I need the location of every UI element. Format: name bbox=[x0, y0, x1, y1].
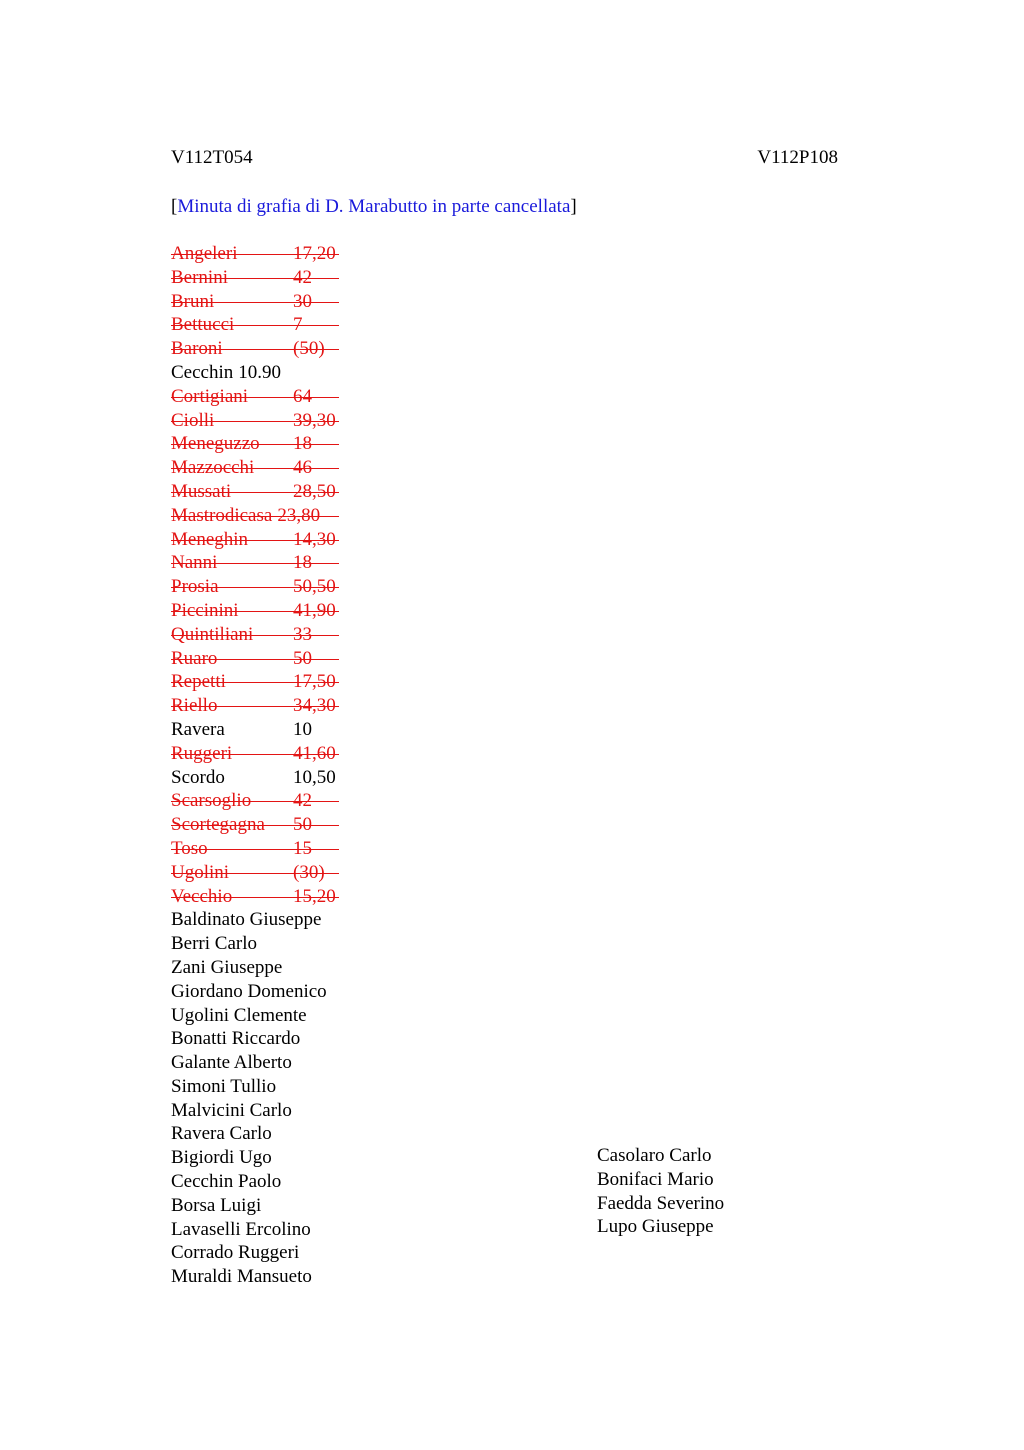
list-item bbox=[171, 932, 591, 956]
strikethrough-line bbox=[171, 349, 339, 350]
entry-name: Mazzocchi bbox=[171, 457, 255, 479]
entry-amount: 15,20 bbox=[293, 885, 336, 907]
list-item bbox=[171, 861, 591, 885]
list-item bbox=[171, 551, 591, 575]
strikethrough-line bbox=[171, 397, 339, 398]
document-code-left: V112T054 bbox=[171, 147, 253, 168]
list-item: Lupo Giuseppe bbox=[597, 1216, 714, 1238]
strikethrough-line bbox=[171, 682, 339, 683]
entry-name: Toso bbox=[171, 837, 208, 859]
entry-name: Baldinato Giuseppe bbox=[171, 909, 322, 931]
list-item bbox=[171, 694, 591, 718]
entry-amount: 18 bbox=[293, 433, 312, 455]
entry-amount: 41,90 bbox=[293, 599, 336, 621]
entry-name: Bernini bbox=[171, 266, 228, 288]
entry-name: Cortigiani bbox=[171, 385, 249, 407]
entry-name: Scortegagna bbox=[171, 814, 265, 836]
name-list bbox=[171, 242, 591, 1289]
entry-amount: 41,60 bbox=[293, 742, 336, 764]
list-item bbox=[171, 361, 591, 385]
list-item bbox=[171, 1075, 591, 1099]
strikethrough-line bbox=[171, 468, 339, 469]
strikethrough-line bbox=[171, 825, 339, 826]
list-item bbox=[171, 885, 591, 909]
entry-amount: 28,50 bbox=[293, 480, 336, 502]
note-bracket-close: ] bbox=[570, 196, 577, 217]
entry-name: Ravera bbox=[171, 718, 225, 740]
entry-amount: 64 bbox=[293, 385, 312, 407]
list-item bbox=[171, 670, 591, 694]
list-item: Bonifaci Mario bbox=[597, 1168, 714, 1190]
entry-name: Zani Giuseppe bbox=[171, 956, 283, 978]
entry-name: Simoni Tullio bbox=[171, 1075, 277, 1097]
entry-amount: 50 bbox=[293, 814, 312, 836]
entry-name: Bigiordi Ugo bbox=[171, 1147, 272, 1169]
list-item bbox=[171, 1265, 591, 1289]
strikethrough-line bbox=[171, 516, 339, 517]
entry-amount: 23,80 bbox=[277, 504, 321, 526]
strikethrough-line bbox=[171, 587, 339, 588]
entry-amount: 50,50 bbox=[293, 576, 336, 598]
entry-name: Galante Alberto bbox=[171, 1052, 292, 1074]
entry-name: Muraldi Mansueto bbox=[171, 1266, 312, 1288]
entry-amount: 10 bbox=[293, 718, 312, 740]
entry-name: Meneghin bbox=[171, 528, 249, 550]
list-item bbox=[171, 1027, 591, 1051]
list-item bbox=[171, 599, 591, 623]
strikethrough-line bbox=[171, 897, 339, 898]
strikethrough-line bbox=[171, 849, 339, 850]
list-item bbox=[171, 718, 591, 742]
entry-name: Mastrodicasa bbox=[171, 504, 273, 526]
strikethrough-line bbox=[171, 611, 339, 612]
list-item bbox=[171, 337, 591, 361]
entry-amount: 34,30 bbox=[293, 695, 336, 717]
entry-name: Ugolini Clemente bbox=[171, 1004, 307, 1026]
list-item bbox=[171, 480, 591, 504]
entry-name: Berri Carlo bbox=[171, 933, 258, 955]
strikethrough-line bbox=[171, 754, 339, 755]
strikethrough-line bbox=[171, 302, 339, 303]
entry-name: Baroni bbox=[171, 338, 223, 360]
list-item bbox=[171, 575, 591, 599]
entry-amount: 7 bbox=[293, 314, 303, 336]
list-item bbox=[171, 1004, 591, 1028]
entry-name: Quintiliani bbox=[171, 623, 254, 645]
entry-name: Borsa Luigi bbox=[171, 1194, 262, 1216]
entry-name: Ruaro bbox=[171, 647, 218, 669]
list-item: Casolaro Carlo bbox=[597, 1145, 712, 1166]
entry-name: Bettucci bbox=[171, 314, 235, 336]
strikethrough-line bbox=[171, 706, 339, 707]
list-item bbox=[171, 1122, 591, 1146]
list-item: Faedda Severino bbox=[597, 1192, 725, 1214]
entry-amount: 10,50 bbox=[293, 766, 336, 788]
entry-amount: 50 bbox=[293, 647, 312, 669]
list-item bbox=[171, 432, 591, 456]
name-list-right bbox=[597, 1144, 724, 1239]
strikethrough-line bbox=[171, 659, 339, 660]
list-item bbox=[171, 766, 591, 790]
entry-name: Giordano Domenico bbox=[171, 980, 327, 1002]
list-item bbox=[171, 980, 591, 1004]
list-item bbox=[171, 313, 591, 337]
list-item bbox=[171, 409, 591, 433]
list-item bbox=[171, 290, 591, 314]
entry-name: Prosia bbox=[171, 576, 219, 598]
list-item bbox=[171, 242, 591, 266]
entry-name: Ravera Carlo bbox=[171, 1123, 272, 1145]
strikethrough-line bbox=[171, 492, 339, 493]
document-code-right: V112P108 bbox=[757, 147, 838, 168]
entry-amount: 15 bbox=[293, 837, 312, 859]
entry-name: Mussati bbox=[171, 480, 232, 502]
list-item bbox=[171, 908, 591, 932]
entry-name: Ugolini bbox=[171, 861, 230, 883]
strikethrough-line bbox=[171, 563, 339, 564]
list-item bbox=[171, 266, 591, 290]
list-item bbox=[171, 456, 591, 480]
entry-amount: 18 bbox=[293, 552, 312, 574]
entry-name: Bruni bbox=[171, 290, 215, 312]
entry-name: Nanni bbox=[171, 552, 218, 574]
entry-name: Malvicini Carlo bbox=[171, 1099, 292, 1121]
list-item bbox=[171, 504, 591, 528]
strikethrough-line bbox=[171, 635, 339, 636]
entry-amount: 10.90 bbox=[238, 361, 282, 383]
entry-amount: 46 bbox=[293, 457, 312, 479]
strikethrough-line bbox=[171, 254, 339, 255]
entry-amount: (30) bbox=[293, 861, 325, 883]
entry-name: Repetti bbox=[171, 671, 226, 693]
list-item bbox=[171, 528, 591, 552]
strikethrough-line bbox=[171, 421, 339, 422]
list-item bbox=[171, 837, 591, 861]
entry-name: Corrado Ruggeri bbox=[171, 1242, 300, 1264]
entry-amount: 14,30 bbox=[293, 528, 336, 550]
strikethrough-line bbox=[171, 444, 339, 445]
list-item bbox=[171, 1146, 591, 1170]
entry-name: Angeleri bbox=[171, 243, 238, 264]
entry-name: Lavaselli Ercolino bbox=[171, 1218, 311, 1240]
list-item bbox=[171, 1099, 591, 1123]
entry-amount: 30 bbox=[293, 290, 312, 312]
entry-name: Riello bbox=[171, 695, 218, 717]
entry-name: Ruggeri bbox=[171, 742, 233, 764]
list-item bbox=[171, 385, 591, 409]
list-item bbox=[171, 1218, 591, 1242]
strikethrough-line bbox=[171, 801, 339, 802]
list-item bbox=[171, 1170, 591, 1194]
entry-name: Cecchin bbox=[171, 361, 234, 383]
note-bracket-open: [ bbox=[171, 196, 178, 217]
editorial-note bbox=[171, 195, 577, 219]
list-item bbox=[171, 1241, 591, 1265]
entry-amount: 39,30 bbox=[293, 409, 336, 431]
strikethrough-line bbox=[171, 325, 339, 326]
entry-name: Bonatti Riccardo bbox=[171, 1028, 301, 1050]
entry-amount: 33 bbox=[293, 623, 312, 645]
entry-name: Cecchin Paolo bbox=[171, 1171, 282, 1193]
entry-name: Ciolli bbox=[171, 409, 215, 431]
list-item bbox=[171, 647, 591, 671]
list-item bbox=[171, 813, 591, 837]
strikethrough-line bbox=[171, 540, 339, 541]
entry-amount: 42 bbox=[293, 790, 312, 812]
entry-name: Vecchio bbox=[171, 885, 233, 907]
list-item bbox=[171, 742, 591, 766]
list-item bbox=[171, 623, 591, 647]
list-item bbox=[171, 789, 591, 813]
entry-name: Scordo bbox=[171, 766, 225, 788]
entry-name: Meneguzzo bbox=[171, 433, 260, 455]
entry-amount: 42 bbox=[293, 266, 312, 288]
entry-name: Piccinini bbox=[171, 599, 239, 621]
list-item bbox=[171, 956, 591, 980]
entry-name: Scarsoglio bbox=[171, 790, 252, 812]
note-text: Minuta di grafia di D. Marabutto in parte cancellata bbox=[177, 196, 571, 217]
entry-amount: 17,20 bbox=[293, 243, 336, 264]
strikethrough-line bbox=[171, 873, 339, 874]
entry-amount: 17,50 bbox=[293, 671, 336, 693]
list-item bbox=[171, 1194, 591, 1218]
entry-amount: (50) bbox=[293, 338, 325, 360]
list-item bbox=[171, 1051, 591, 1075]
strikethrough-line bbox=[171, 278, 339, 279]
